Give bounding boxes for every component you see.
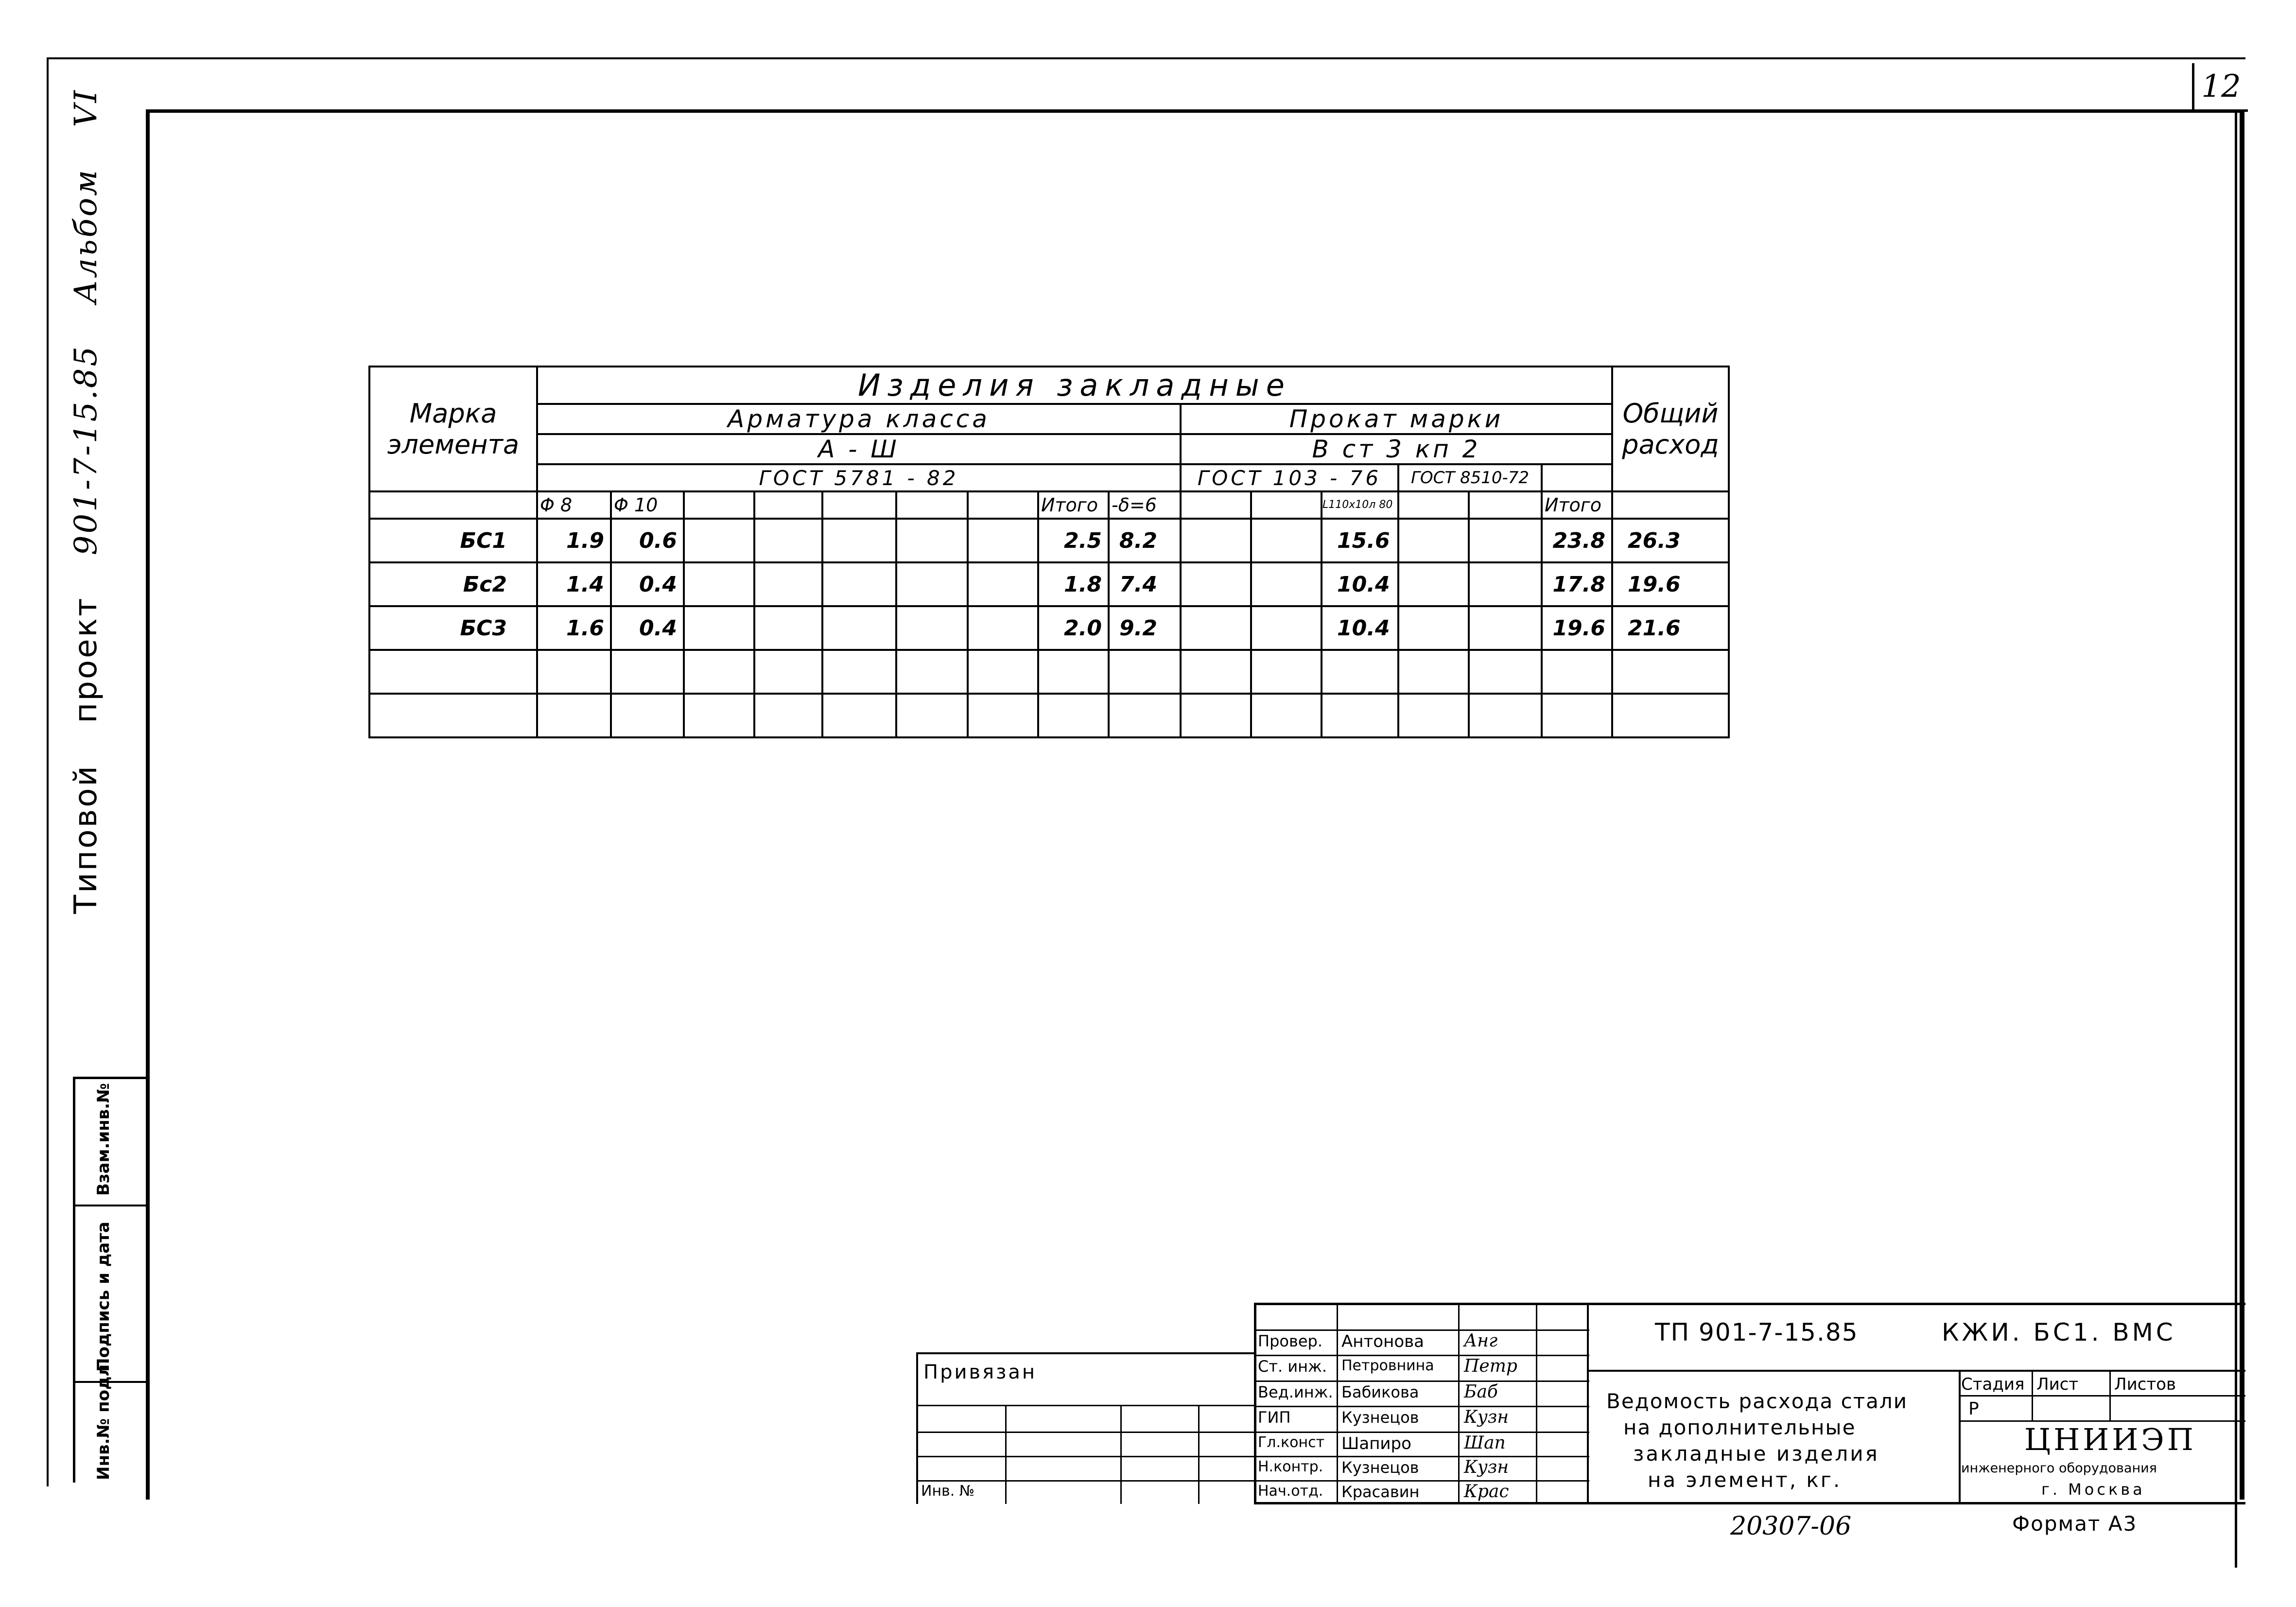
header-top: Изделия закладные: [537, 367, 1612, 404]
cell-plate-6: 8.2: [1109, 519, 1181, 562]
sub-itogo-prokat: Итого: [1542, 491, 1612, 519]
role-4: Гл.конст: [1258, 1434, 1325, 1451]
outer-border-left: [47, 57, 49, 1486]
privyazan-label: Привязан: [923, 1361, 1037, 1383]
signature-1: Петр: [1464, 1356, 1517, 1376]
name-6: Красавин: [1341, 1483, 1420, 1501]
side-title-album: Альбом: [68, 168, 104, 304]
table-row: [369, 562, 1729, 606]
col-total-line2: расход: [1622, 429, 1719, 460]
cell-d8: 1.9: [537, 519, 611, 562]
format-label: Формат А3: [2012, 1512, 2138, 1536]
cell-d8: 1.4: [537, 562, 611, 606]
col-total-line1: Общий: [1622, 398, 1719, 429]
cell-itogo-armatura: 1.8: [1038, 562, 1109, 606]
org-city: г. Москва: [2041, 1480, 2145, 1499]
name-3: Кузнецов: [1341, 1408, 1419, 1427]
doc-title-line3: закладные изделия: [1633, 1442, 1879, 1466]
cell-total: 26.3: [1612, 519, 1729, 562]
cell-plate-6: 7.4: [1109, 562, 1181, 606]
side-cell-vzam: [75, 1079, 147, 1206]
signature-3: Кузн: [1464, 1407, 1509, 1427]
doc-title-line4: на элемент, кг.: [1648, 1468, 1842, 1492]
name-2: Бабикова: [1341, 1383, 1419, 1401]
cell-d8: 1.6: [537, 606, 611, 650]
role-3: ГИП: [1258, 1408, 1291, 1427]
side-title-album-no: VI: [68, 88, 104, 127]
cell-d10: 0.6: [611, 519, 684, 562]
role-6: Нач.отд.: [1258, 1483, 1323, 1500]
cell-itogo-prokat: 23.8: [1542, 519, 1612, 562]
org-name: ЦНИИЭП: [2024, 1422, 2196, 1457]
row-mark: БС3: [369, 606, 537, 650]
role-2: Вед.инж.: [1258, 1383, 1333, 1401]
sub-d10: Φ 10: [611, 491, 684, 519]
doc-mark: КЖИ. БС1. ВМС: [1942, 1318, 2176, 1346]
header-armatura: Арматура класса: [537, 404, 1181, 434]
outer-border-top: [49, 57, 2245, 59]
side-label-inv: Инв.№ подл.: [94, 1358, 113, 1480]
table-row-empty: [369, 650, 1729, 694]
header-prokat: Прокат марки: [1181, 404, 1612, 434]
cell-d10: 0.4: [611, 606, 684, 650]
table-row-empty: [369, 694, 1729, 737]
row-mark: БС1: [369, 519, 537, 562]
stadia-value: Р: [1968, 1399, 1979, 1419]
side-strip: [73, 1077, 147, 1483]
inv-no-label: Инв. №: [921, 1483, 975, 1500]
doc-code: ТП 901-7-15.85: [1655, 1318, 1859, 1346]
side-title-proekt: проект: [68, 596, 104, 723]
header-armatura-class: А - Ш: [537, 434, 1181, 464]
col-mark-header: [369, 367, 537, 491]
cell-angle: 15.6: [1322, 519, 1398, 562]
steel-consumption-table: [368, 366, 1730, 738]
frame-right-rule: [2235, 109, 2237, 1568]
header-gost-empty: [1542, 464, 1612, 491]
table-row: [369, 519, 1729, 562]
role-1: Ст. инж.: [1258, 1357, 1327, 1376]
subheader-mark-empty: [369, 491, 537, 519]
cell-angle: 10.4: [1322, 562, 1398, 606]
name-0: Антонова: [1341, 1332, 1424, 1351]
header-armatura-gost: ГОСТ 5781 - 82: [537, 464, 1181, 491]
cell-angle: 10.4: [1322, 606, 1398, 650]
list-label: Лист: [2036, 1375, 2079, 1394]
doc-title-line1: Ведомость расхода стали: [1606, 1389, 1908, 1413]
subheader-total-empty: [1612, 491, 1729, 519]
header-prokat-gost1: ГОСТ 103 - 76: [1181, 464, 1398, 491]
side-title: [68, 59, 104, 914]
drawing-frame: [146, 109, 2244, 1500]
org-subtitle: инженерного оборудования: [1961, 1461, 2157, 1476]
row-mark: Бс2: [369, 562, 537, 606]
sub-d8: Φ 8: [537, 491, 611, 519]
cell-plate-6: 9.2: [1109, 606, 1181, 650]
archive-number: 20307-06: [1730, 1512, 1852, 1541]
sub-plate-6: -δ=6: [1109, 491, 1181, 519]
cell-itogo-armatura: 2.0: [1038, 606, 1109, 650]
signature-5: Кузн: [1464, 1457, 1509, 1477]
side-label-vzam: Взам.инв.№: [94, 1083, 113, 1196]
side-cell-inv: [75, 1358, 147, 1485]
sub-angle: L110х10л 80: [1322, 491, 1398, 519]
signature-6: Крас: [1464, 1482, 1509, 1502]
cell-d10: 0.4: [611, 562, 684, 606]
signature-2: Баб: [1464, 1382, 1498, 1402]
side-cell-podpis: [75, 1206, 147, 1383]
name-4: Шапиро: [1341, 1434, 1411, 1453]
cell-itogo-armatura: 2.5: [1038, 519, 1109, 562]
col-mark-line1: Марка: [409, 398, 497, 429]
side-label-podpis: Подпись и дата: [94, 1222, 113, 1372]
sheet-number: 12: [2192, 63, 2248, 112]
col-mark-line2: элемента: [387, 429, 520, 460]
table-row: [369, 606, 1729, 650]
role-5: Н.контр.: [1258, 1458, 1323, 1475]
name-5: Кузнецов: [1341, 1458, 1419, 1477]
signature-4: Шап: [1464, 1433, 1506, 1453]
side-title-code: 901-7-15.85: [68, 344, 104, 556]
cell-itogo-prokat: 17.8: [1542, 562, 1612, 606]
side-title-typovoy: Типовой: [68, 764, 104, 914]
role-0: Провер.: [1258, 1332, 1322, 1350]
cell-total: 19.6: [1612, 562, 1729, 606]
header-prokat-gost2: ГОСТ 8510-72: [1398, 464, 1542, 491]
cell-total: 21.6: [1612, 606, 1729, 650]
header-prokat-mark: В ст 3 кп 2: [1181, 434, 1612, 464]
col-total-header: [1612, 367, 1729, 491]
sub-itogo-armatura: Итого: [1038, 491, 1109, 519]
stadia-label: Стадия: [1961, 1375, 2025, 1394]
listov-label: Листов: [2114, 1375, 2176, 1394]
cell-itogo-prokat: 19.6: [1542, 606, 1612, 650]
signature-0: Анг: [1464, 1331, 1498, 1351]
doc-title-line2: на дополнительные: [1623, 1415, 1856, 1439]
name-1: Петровнина: [1341, 1357, 1434, 1374]
